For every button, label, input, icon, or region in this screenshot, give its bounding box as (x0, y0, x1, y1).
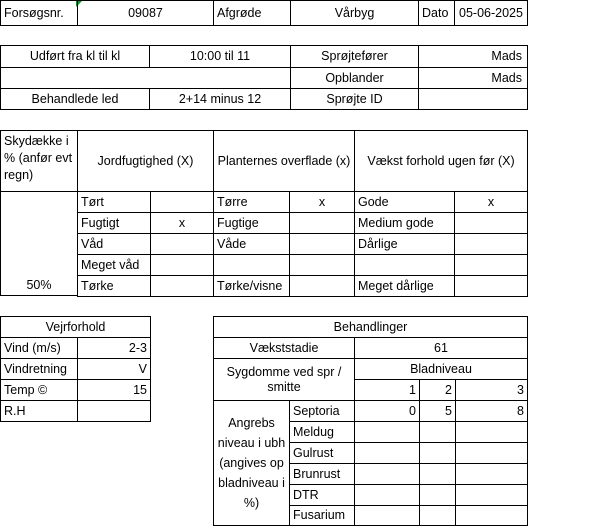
level-header: 1 (354, 379, 420, 401)
behandlede-value[interactable]: 2+14 minus 12 (149, 88, 291, 110)
disease-value[interactable]: 8 (455, 400, 528, 422)
vaekst-header: Vækst forhold ugen før (X) (354, 130, 528, 192)
weather-value[interactable] (77, 400, 151, 422)
vaekst-row-mark[interactable] (454, 212, 528, 234)
weather-value[interactable]: 15 (77, 379, 151, 401)
disease-value[interactable] (419, 463, 456, 485)
disease-value[interactable] (455, 463, 528, 485)
sygdomme-label: Sygdomme ved spr / smitte (213, 358, 355, 401)
jord-row-label: Våd (77, 233, 151, 255)
sprojtefoerer-value[interactable]: Mads (418, 45, 528, 68)
jord-row-label: Fugtigt (77, 212, 151, 234)
opblander-label: Opblander (290, 67, 419, 89)
level-header: 2 (419, 379, 456, 401)
opblander-value[interactable]: Mads (418, 67, 528, 89)
disease-name: Brunrust (289, 463, 355, 485)
disease-value[interactable] (419, 442, 456, 464)
jord-row-mark[interactable] (150, 191, 214, 213)
vaekst-row-label (354, 254, 455, 276)
plante-row-mark[interactable] (289, 212, 355, 234)
disease-value[interactable] (455, 484, 528, 506)
weather-label: Vindretning (0, 358, 78, 380)
disease-value[interactable] (455, 421, 528, 443)
jord-header: Jordfugtighed (X) (77, 130, 214, 192)
jord-row-label: Meget våd (77, 254, 151, 276)
disease-name: DTR (289, 484, 355, 506)
forsog-value[interactable]: 09087 (77, 0, 214, 26)
weather-label: Temp © (0, 379, 78, 401)
sprojte-id-value[interactable] (418, 88, 528, 110)
forsog-label: Forsøgsnr. (0, 0, 78, 26)
behandlede-label: Behandlede led (0, 88, 150, 110)
vaekststadie-label: Vækststadie (213, 337, 355, 359)
weather-title: Vejrforhold (0, 316, 151, 338)
disease-value[interactable] (455, 505, 528, 526)
dato-label: Dato (418, 0, 455, 26)
jord-row-label: Tørke (77, 275, 151, 297)
disease-value[interactable] (354, 505, 420, 526)
weather-label: Vind (m/s) (0, 337, 78, 359)
plante-row-mark[interactable]: x (289, 191, 355, 213)
disease-value[interactable] (354, 463, 420, 485)
weather-label: R.H (0, 400, 78, 422)
jord-row-label: Tørt (77, 191, 151, 213)
jord-row-mark[interactable]: x (150, 212, 214, 234)
jord-row-mark[interactable] (150, 233, 214, 255)
treatments-title: Behandlinger (213, 316, 528, 338)
disease-name: Meldug (289, 421, 355, 443)
vaekst-row-mark[interactable] (454, 275, 528, 297)
plante-row-label (213, 254, 290, 276)
info-empty-row (0, 67, 291, 89)
plante-row-mark[interactable] (289, 233, 355, 255)
plante-row-mark[interactable] (289, 275, 355, 297)
udfort-label: Udført fra kl til kl (0, 45, 150, 68)
skydaekke-header: Skydække i % (anfør evt regn) (0, 130, 78, 192)
vaekst-row-mark[interactable] (454, 254, 528, 276)
plante-header: Planternes overflade (x) (213, 130, 355, 192)
vaekst-row-mark[interactable]: x (454, 191, 528, 213)
vaekst-row-mark[interactable] (454, 233, 528, 255)
bladniveau-label: Bladniveau (354, 358, 528, 380)
disease-value[interactable] (419, 484, 456, 506)
plante-row-label: Fugtige (213, 212, 290, 234)
disease-value[interactable]: 0 (354, 400, 420, 422)
jord-row-mark[interactable] (150, 275, 214, 297)
jord-row-mark[interactable] (150, 254, 214, 276)
plante-row-label: Våde (213, 233, 290, 255)
sprojte-id-label: Sprøjte ID (290, 88, 419, 110)
weather-value[interactable]: V (77, 358, 151, 380)
level-header: 3 (455, 379, 528, 401)
disease-name: Gulrust (289, 442, 355, 464)
disease-value[interactable]: 5 (419, 400, 456, 422)
plante-row-label: Tørre (213, 191, 290, 213)
disease-value[interactable] (354, 421, 420, 443)
vaekst-row-label: Gode (354, 191, 455, 213)
afgrode-label: Afgrøde (213, 0, 291, 26)
disease-value[interactable] (354, 442, 420, 464)
sprojtefoerer-label: Sprøjtefører (290, 45, 419, 68)
weather-value[interactable]: 2-3 (77, 337, 151, 359)
disease-value[interactable] (419, 421, 456, 443)
skydaekke-value[interactable]: 50% (0, 191, 78, 296)
plante-row-mark[interactable] (289, 254, 355, 276)
angrebs-label: Angrebs niveau i ubh (angives op bladniveau i %) (213, 400, 290, 526)
afgrode-value[interactable]: Vårbyg (290, 0, 419, 26)
disease-value[interactable] (419, 505, 456, 526)
vaekst-row-label: Meget dårlige (354, 275, 455, 297)
vaekst-row-label: Medium gode (354, 212, 455, 234)
vaekststadie-value[interactable]: 61 (354, 337, 528, 359)
dato-value[interactable]: 05-06-2025 (454, 0, 528, 26)
disease-name: Septoria (289, 400, 355, 422)
disease-value[interactable] (354, 484, 420, 506)
disease-name: Fusarium (289, 505, 355, 526)
udfort-value[interactable]: 10:00 til 11 (149, 45, 291, 68)
disease-value[interactable] (455, 442, 528, 464)
plante-row-label: Tørke/visne (213, 275, 290, 297)
vaekst-row-label: Dårlige (354, 233, 455, 255)
